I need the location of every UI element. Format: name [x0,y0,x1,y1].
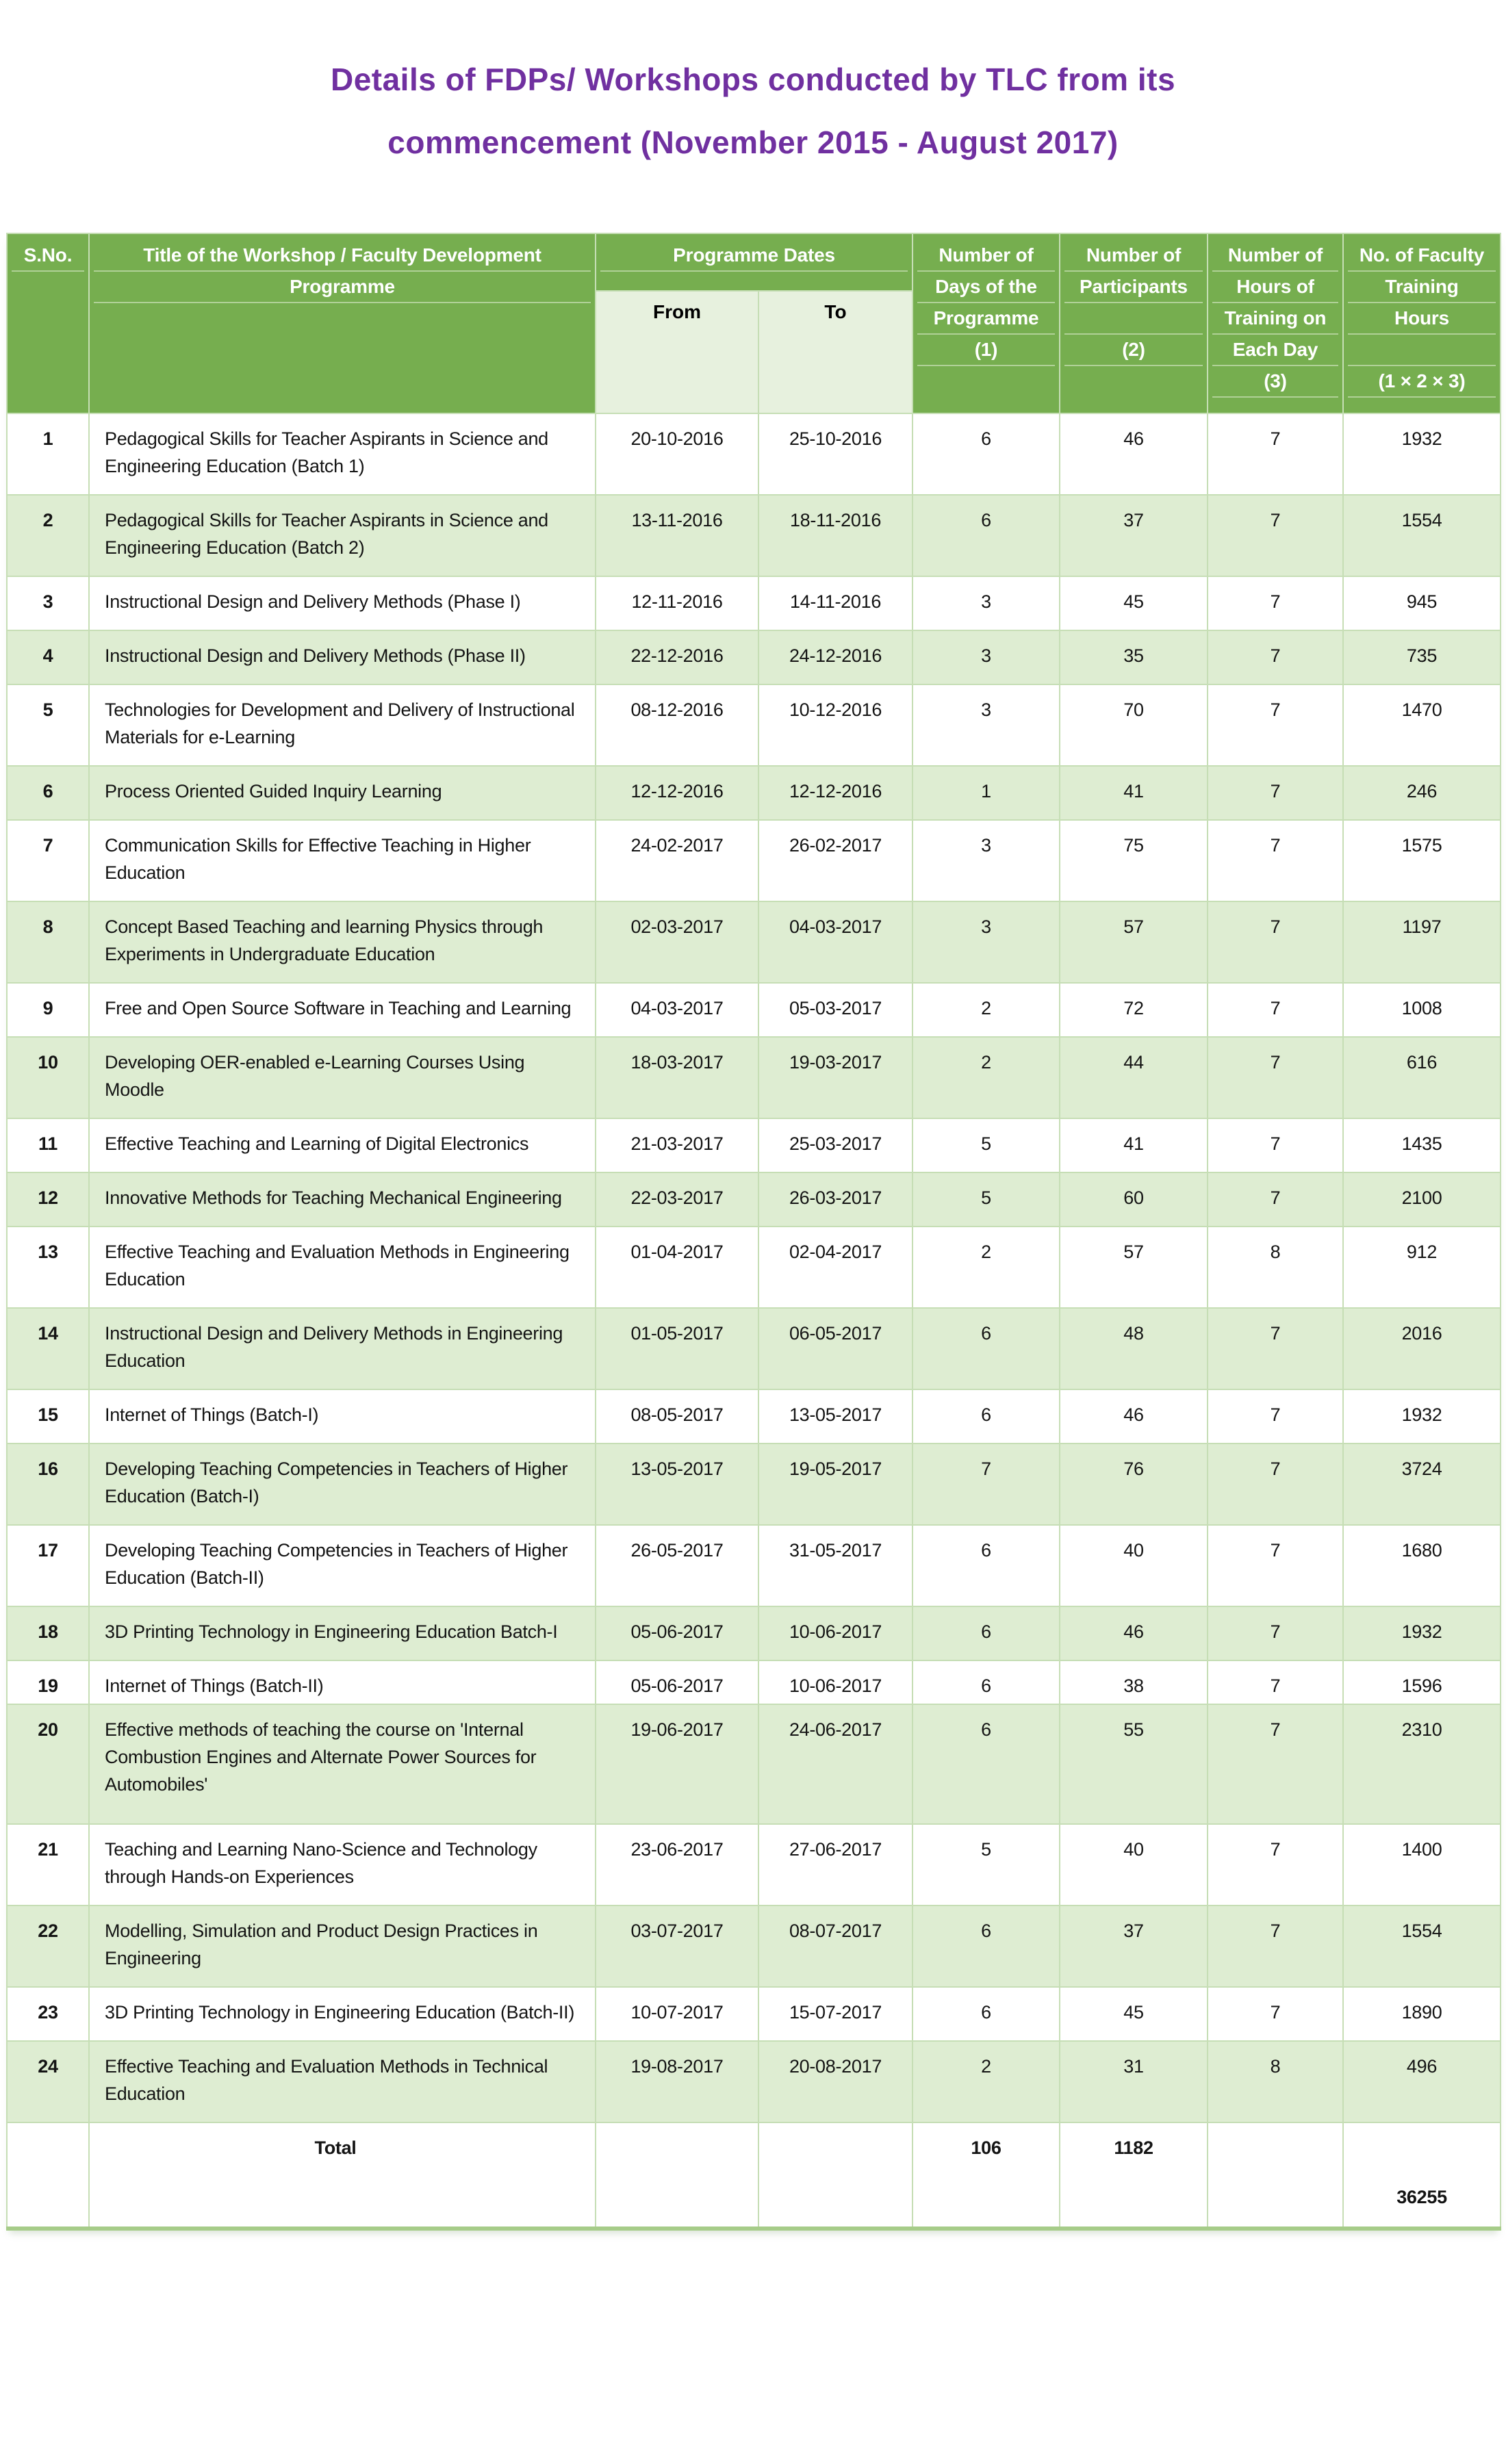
row-days: 3 [912,820,1060,901]
row-title: Teaching and Learning Nano-Science and Technology through Hands-on Experiences [89,1824,596,1905]
row-sno: 21 [7,1824,89,1905]
row-participants: 72 [1060,983,1208,1037]
row-from-date: 04-03-2017 [596,983,758,1037]
row-to-date: 25-10-2016 [758,413,912,495]
row-participants: 57 [1060,901,1208,983]
row-faculty-hours: 3724 [1343,1443,1501,1525]
table-row [7,1308,1501,1389]
table-row [7,2041,1501,2122]
table-row [7,684,1501,766]
row-participants: 76 [1060,1443,1208,1525]
row-hours-per-day: 7 [1208,901,1343,983]
row-from-date: 03-07-2017 [596,1905,758,1987]
row-days: 2 [912,983,1060,1037]
row-to-date: 02-04-2017 [758,1227,912,1308]
table-row [7,1905,1501,1987]
row-from-date: 05-06-2017 [596,1660,758,1704]
row-faculty-hours: 1435 [1343,1118,1501,1172]
row-from-date: 26-05-2017 [596,1525,758,1606]
row-title: Effective Teaching and Evaluation Methods in Engineering Education [89,1227,596,1308]
row-faculty-hours: 246 [1343,766,1501,820]
row-faculty-hours: 1596 [1343,1660,1501,1704]
row-faculty-hours: 1400 [1343,1824,1501,1905]
col-header-sno-label: S.No. [12,240,84,272]
row-sno: 7 [7,820,89,901]
col-header-participants: Number of Participants (2) [1060,233,1208,413]
fdp-workshops-table [6,233,1501,2231]
row-days: 6 [912,1660,1060,1704]
row-title: 3D Printing Technology in Engineering Education (Batch-II) [89,1987,596,2041]
row-from-date: 24-02-2017 [596,820,758,901]
row-sno: 4 [7,630,89,684]
table-row [7,901,1501,983]
row-sno: 20 [7,1704,89,1824]
row-days: 2 [912,1037,1060,1118]
row-hours-per-day: 7 [1208,576,1343,630]
row-hours-per-day: 7 [1208,495,1343,576]
row-days: 6 [912,1987,1060,2041]
row-sno: 24 [7,2041,89,2122]
row-faculty-hours: 1554 [1343,495,1501,576]
page-title [0,0,1506,174]
row-to-date: 20-08-2017 [758,2041,912,2122]
row-to-date: 19-05-2017 [758,1443,912,1525]
row-faculty-hours: 1470 [1343,684,1501,766]
row-days: 6 [912,1704,1060,1824]
row-from-date: 19-08-2017 [596,2041,758,2122]
row-from-date: 01-04-2017 [596,1227,758,1308]
row-title: Developing Teaching Competencies in Teachers of Higher Education (Batch-I) [89,1443,596,1525]
row-to-date: 27-06-2017 [758,1824,912,1905]
row-faculty-hours: 2016 [1343,1308,1501,1389]
row-to-date: 26-02-2017 [758,820,912,901]
table-row [7,413,1501,495]
row-to-date: 10-12-2016 [758,684,912,766]
col-header-hours-per-day: Number of Hours of Training on Each Day (3) [1208,233,1343,413]
row-title: Instructional Design and Delivery Methods in Engineering Education [89,1308,596,1389]
table-body [7,413,1501,2122]
table-row [7,1987,1501,2041]
row-participants: 75 [1060,820,1208,901]
row-from-date: 01-05-2017 [596,1308,758,1389]
row-hours-per-day: 7 [1208,1824,1343,1905]
row-days: 3 [912,576,1060,630]
row-participants: 40 [1060,1824,1208,1905]
row-from-date: 21-03-2017 [596,1118,758,1172]
row-to-date: 14-11-2016 [758,576,912,630]
row-to-date: 10-06-2017 [758,1606,912,1660]
row-hours-per-day: 7 [1208,766,1343,820]
row-from-date: 05-06-2017 [596,1606,758,1660]
row-sno: 10 [7,1037,89,1118]
col-header-title: Title of the Workshop / Faculty Development Programme [89,233,596,413]
row-faculty-hours: 1575 [1343,820,1501,901]
row-participants: 46 [1060,413,1208,495]
table-row [7,820,1501,901]
row-faculty-hours: 616 [1343,1037,1501,1118]
row-days: 7 [912,1443,1060,1525]
row-sno: 9 [7,983,89,1037]
row-title: Developing OER-enabled e-Learning Courses Using Moodle [89,1037,596,1118]
row-participants: 31 [1060,2041,1208,2122]
row-sno: 18 [7,1606,89,1660]
row-days: 5 [912,1118,1060,1172]
row-hours-per-day: 7 [1208,1660,1343,1704]
row-participants: 46 [1060,1606,1208,1660]
row-to-date: 08-07-2017 [758,1905,912,1987]
row-hours-per-day: 7 [1208,1606,1343,1660]
table-row [7,1660,1501,1704]
row-from-date: 13-11-2016 [596,495,758,576]
row-participants: 48 [1060,1308,1208,1389]
total-empty-to [758,2122,912,2229]
row-faculty-hours: 1680 [1343,1525,1501,1606]
row-title: Modelling, Simulation and Product Design Practices in Engineering [89,1905,596,1987]
row-title: Effective methods of teaching the course on 'Internal Combustion Engines and Alternate Power Sources for Automobiles' [89,1704,596,1824]
row-title: Effective Teaching and Evaluation Methods in Technical Education [89,2041,596,2122]
row-hours-per-day: 7 [1208,1905,1343,1987]
row-days: 6 [912,1389,1060,1443]
row-from-date: 10-07-2017 [596,1987,758,2041]
row-title: Process Oriented Guided Inquiry Learning [89,766,596,820]
row-hours-per-day: 7 [1208,630,1343,684]
row-title: Instructional Design and Delivery Methods (Phase II) [89,630,596,684]
total-days: 106 [912,2122,1060,2229]
page-title-line-1: Details of FDPs/ Workshops conducted by TLC from its [330,62,1176,97]
row-title: Communication Skills for Effective Teaching in Higher Education [89,820,596,901]
row-hours-per-day: 7 [1208,1118,1343,1172]
row-participants: 38 [1060,1660,1208,1704]
total-label: Total [89,2122,596,2229]
table-row [7,1824,1501,1905]
row-to-date: 05-03-2017 [758,983,912,1037]
row-hours-per-day: 7 [1208,983,1343,1037]
row-hours-per-day: 8 [1208,1227,1343,1308]
row-title: Internet of Things (Batch-II) [89,1660,596,1704]
total-empty-hours [1208,2122,1343,2229]
row-from-date: 23-06-2017 [596,1824,758,1905]
table-header [7,233,1501,413]
row-title: Free and Open Source Software in Teaching and Learning [89,983,596,1037]
row-days: 6 [912,1905,1060,1987]
row-days: 6 [912,1308,1060,1389]
row-to-date: 06-05-2017 [758,1308,912,1389]
row-hours-per-day: 7 [1208,1525,1343,1606]
row-days: 3 [912,901,1060,983]
row-title: 3D Printing Technology in Engineering Education Batch-I [89,1606,596,1660]
row-sno: 15 [7,1389,89,1443]
row-to-date: 31-05-2017 [758,1525,912,1606]
row-days: 2 [912,2041,1060,2122]
row-faculty-hours: 1008 [1343,983,1501,1037]
row-faculty-hours: 1932 [1343,1606,1501,1660]
table-row [7,1172,1501,1227]
total-empty-from [596,2122,758,2229]
row-sno: 12 [7,1172,89,1227]
row-faculty-hours: 735 [1343,630,1501,684]
row-to-date: 13-05-2017 [758,1389,912,1443]
table-row [7,1606,1501,1660]
row-faculty-hours: 496 [1343,2041,1501,2122]
row-sno: 6 [7,766,89,820]
row-faculty-hours: 2310 [1343,1704,1501,1824]
row-days: 6 [912,1606,1060,1660]
table-row [7,495,1501,576]
row-participants: 41 [1060,1118,1208,1172]
row-from-date: 13-05-2017 [596,1443,758,1525]
row-faculty-hours: 945 [1343,576,1501,630]
row-hours-per-day: 7 [1208,1704,1343,1824]
row-sno: 16 [7,1443,89,1525]
row-hours-per-day: 7 [1208,1987,1343,2041]
row-participants: 37 [1060,1905,1208,1987]
row-from-date: 20-10-2016 [596,413,758,495]
row-hours-per-day: 7 [1208,684,1343,766]
table-row [7,766,1501,820]
row-from-date: 12-12-2016 [596,766,758,820]
row-days: 6 [912,1525,1060,1606]
total-empty-sno [7,2122,89,2229]
row-title: Internet of Things (Batch-I) [89,1389,596,1443]
row-hours-per-day: 7 [1208,1308,1343,1389]
row-participants: 35 [1060,630,1208,684]
row-participants: 41 [1060,766,1208,820]
row-sno: 19 [7,1660,89,1704]
row-faculty-hours: 2100 [1343,1172,1501,1227]
table-footer [7,2122,1501,2229]
row-participants: 55 [1060,1704,1208,1824]
row-participants: 60 [1060,1172,1208,1227]
row-sno: 14 [7,1308,89,1389]
row-to-date: 24-06-2017 [758,1704,912,1824]
row-from-date: 02-03-2017 [596,901,758,983]
row-hours-per-day: 7 [1208,413,1343,495]
row-from-date: 19-06-2017 [596,1704,758,1824]
table-row [7,1525,1501,1606]
total-participants: 1182 [1060,2122,1208,2229]
row-title: Instructional Design and Delivery Methods (Phase I) [89,576,596,630]
row-title: Pedagogical Skills for Teacher Aspirants in Science and Engineering Education (Batch 2) [89,495,596,576]
row-days: 3 [912,684,1060,766]
row-to-date: 18-11-2016 [758,495,912,576]
row-hours-per-day: 7 [1208,1037,1343,1118]
row-sno: 1 [7,413,89,495]
col-header-sno [7,233,89,413]
row-faculty-hours: 1554 [1343,1905,1501,1987]
row-to-date: 12-12-2016 [758,766,912,820]
total-faculty-hours: 36255 [1343,2122,1501,2229]
row-hours-per-day: 7 [1208,1389,1343,1443]
row-participants: 57 [1060,1227,1208,1308]
row-hours-per-day: 8 [1208,2041,1343,2122]
row-participants: 46 [1060,1389,1208,1443]
row-to-date: 15-07-2017 [758,1987,912,2041]
row-sno: 5 [7,684,89,766]
row-from-date: 22-12-2016 [596,630,758,684]
table-row [7,1118,1501,1172]
table-row [7,576,1501,630]
row-days: 5 [912,1824,1060,1905]
row-days: 1 [912,766,1060,820]
table-row [7,1037,1501,1118]
row-from-date: 08-05-2017 [596,1389,758,1443]
row-participants: 45 [1060,576,1208,630]
row-faculty-hours: 1890 [1343,1987,1501,2041]
row-title: Concept Based Teaching and learning Physics through Experiments in Undergraduate Education [89,901,596,983]
row-from-date: 08-12-2016 [596,684,758,766]
row-sno: 3 [7,576,89,630]
row-hours-per-day: 7 [1208,1172,1343,1227]
row-participants: 37 [1060,495,1208,576]
row-sno: 22 [7,1905,89,1987]
row-title: Pedagogical Skills for Teacher Aspirants in Science and Engineering Education (Batch 1) [89,413,596,495]
row-to-date: 24-12-2016 [758,630,912,684]
row-to-date: 26-03-2017 [758,1172,912,1227]
row-faculty-hours: 1932 [1343,413,1501,495]
row-to-date: 19-03-2017 [758,1037,912,1118]
table-row [7,1389,1501,1443]
table-row [7,1227,1501,1308]
row-days: 3 [912,630,1060,684]
row-from-date: 12-11-2016 [596,576,758,630]
row-days: 2 [912,1227,1060,1308]
row-sno: 23 [7,1987,89,2041]
row-sno: 8 [7,901,89,983]
col-header-from: From [596,291,758,413]
col-header-to: To [758,291,912,413]
row-days: 5 [912,1172,1060,1227]
row-days: 6 [912,495,1060,576]
row-faculty-hours: 912 [1343,1227,1501,1308]
row-sno: 13 [7,1227,89,1308]
row-from-date: 18-03-2017 [596,1037,758,1118]
row-title: Technologies for Development and Delivery of Instructional Materials for e-Learning [89,684,596,766]
table-row [7,983,1501,1037]
row-participants: 70 [1060,684,1208,766]
row-faculty-hours: 1932 [1343,1389,1501,1443]
table-row [7,630,1501,684]
table-row [7,1704,1501,1824]
row-title: Effective Teaching and Learning of Digital Electronics [89,1118,596,1172]
row-to-date: 10-06-2017 [758,1660,912,1704]
row-hours-per-day: 7 [1208,1443,1343,1525]
row-hours-per-day: 7 [1208,820,1343,901]
row-title: Innovative Methods for Teaching Mechanical Engineering [89,1172,596,1227]
table-row [7,1443,1501,1525]
total-row [7,2122,1501,2229]
row-title: Developing Teaching Competencies in Teachers of Higher Education (Batch-II) [89,1525,596,1606]
row-sno: 2 [7,495,89,576]
col-header-programme-dates: Programme Dates [596,233,912,291]
row-days: 6 [912,413,1060,495]
row-from-date: 22-03-2017 [596,1172,758,1227]
row-to-date: 25-03-2017 [758,1118,912,1172]
row-faculty-hours: 1197 [1343,901,1501,983]
col-header-faculty-hours: No. of Faculty Training Hours (1 × 2 × 3) [1343,233,1501,413]
row-participants: 45 [1060,1987,1208,2041]
row-sno: 11 [7,1118,89,1172]
page-title-line-2: commencement (November 2015 - August 2017) [387,125,1119,160]
row-sno: 17 [7,1525,89,1606]
row-participants: 40 [1060,1525,1208,1606]
row-to-date: 04-03-2017 [758,901,912,983]
col-header-days: Number of Days of the Programme (1) [912,233,1060,413]
row-participants: 44 [1060,1037,1208,1118]
